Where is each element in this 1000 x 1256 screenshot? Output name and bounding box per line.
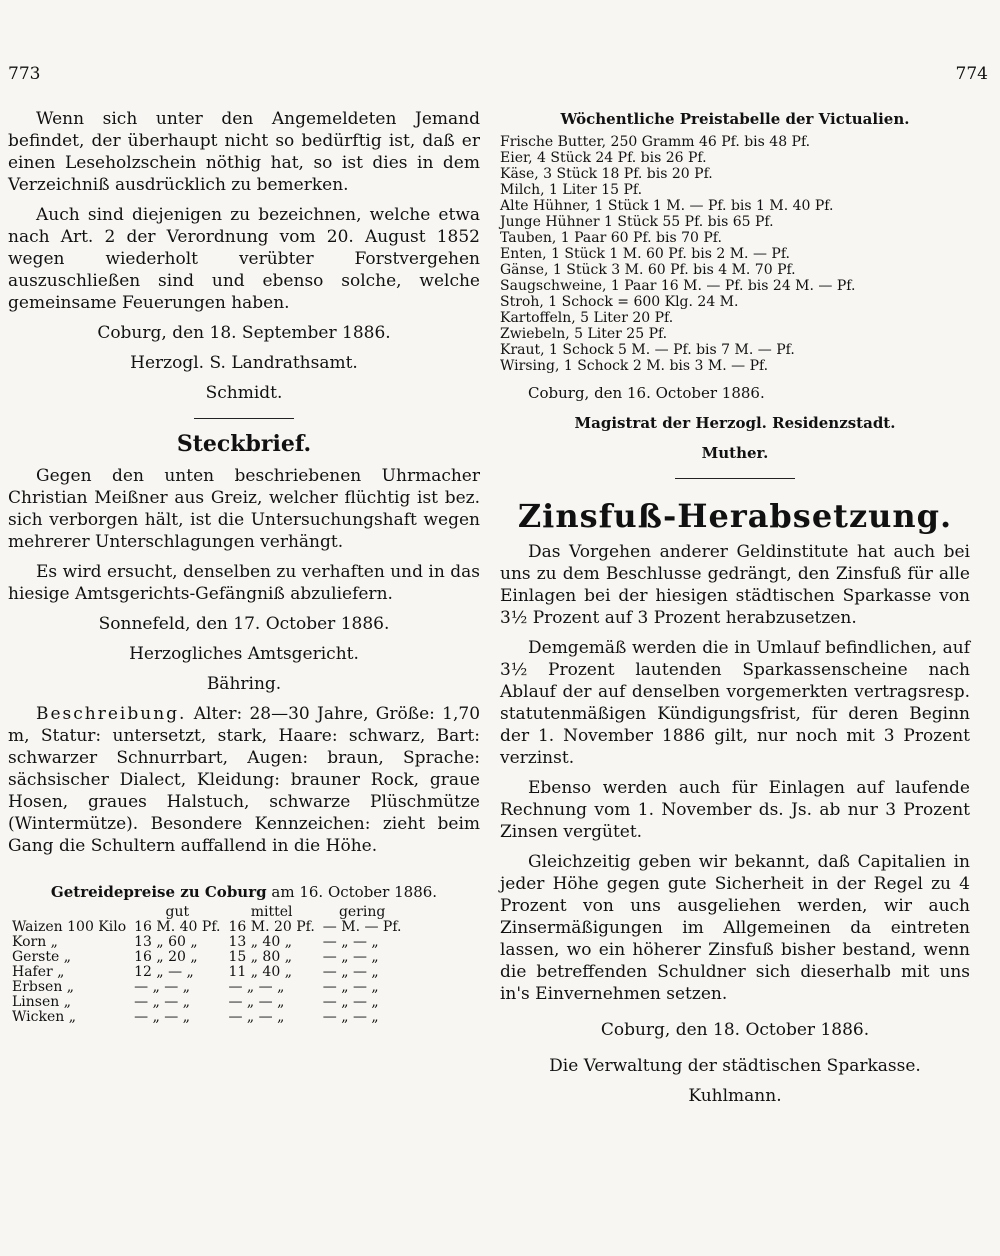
table-cell: 12 „ — „: [134, 964, 194, 980]
notice-place-date: Coburg, den 18. September 1886.: [97, 323, 391, 343]
table-cell: — „ — „: [228, 1009, 285, 1025]
price-item: Kraut, 1 Schock 5 M. — Pf. bis 7 M. — Pf.: [500, 342, 795, 358]
table-row: [8, 920, 406, 935]
table-cell: — „ — „: [134, 994, 190, 1010]
table-cell: — „ — „: [322, 1009, 379, 1025]
table-cell: — „ — „: [228, 994, 285, 1010]
page-number-left: 773: [8, 64, 41, 84]
table-row: [8, 950, 406, 965]
price-item: Junge Hühner 1 Stück 55 Pf. bis 65 Pf.: [500, 214, 774, 230]
price-item: Saugschweine, 1 Paar 16 M. — Pf. bis 24 M. — Pf.: [500, 278, 856, 294]
price-item: Wirsing, 1 Schock 2 M. bis 3 M. — Pf.: [500, 358, 769, 374]
grain-title-date: am 16. October 1886.: [271, 883, 438, 901]
separator-rule: [675, 478, 795, 479]
rate-paragraph-1: Das Vorgehen anderer Geldinstitute hat auch bei uns zu dem Beschlusse gedrängt, den Zinsfuß für alle Einlagen bei der hiesigen städtischen Sparkasse von 3½ Prozent auf 3 Prozent herabzusetzen.: [500, 542, 970, 628]
table-cell: 16 „ 20 „: [134, 949, 198, 965]
price-item: Käse, 3 Stück 18 Pf. bis 20 Pf.: [500, 166, 713, 182]
warrant-signature: Bähring.: [206, 674, 282, 694]
description-text: Alter: 28—30 Jahre, Größe: 1,70 m, Statur: untersetzt, stark, Haare: schwarz, Bart: schwarzer Schnurrbart, Augen: braun, Sprache: sächsischer Dialect, Kleidung: brauner Rock, graue Hosen, graues Halstuch, schwarze Plüschmütze (Wintermütze). Besondere Kennzeichen: zieht beim Gang die Schultern auffallend in die Höhe.: [8, 704, 481, 856]
left-column: [8, 108, 480, 1025]
table-cell: — „ — „: [134, 1009, 190, 1025]
notice-authority: Herzogl. S. Landrathsamt.: [130, 353, 358, 373]
notice-paragraph-2: Auch sind diejenigen zu bezeichnen, welche etwa nach Art. 2 der Verordnung vom 20. August 1852 wegen wiederholt verübter Forstvergehen auszuschließen sind und ebenso solche, welche gemeinsame Feuerungen haben.: [8, 205, 480, 313]
warrant-description: [8, 703, 480, 857]
rate-authority: Die Verwaltung der städtischen Sparkasse.: [549, 1056, 921, 1076]
table-cell: Linsen „: [12, 994, 71, 1010]
table-cell: — „ — „: [322, 934, 379, 950]
warrant-paragraph-2: Es wird ersucht, denselben zu verhaften und in das hiesige Amtsgerichts-Gefängniß abzuliefern.: [8, 562, 480, 604]
grain-title-bold: Getreidepreise zu Coburg: [50, 883, 267, 901]
table-cell: — „ — „: [322, 949, 379, 965]
price-authority: Magistrat der Herzogl. Residenzstadt.: [574, 414, 896, 432]
table-cell: 11 „ 40 „: [228, 964, 292, 980]
table-cell: — „ — „: [322, 994, 379, 1010]
rate-paragraph-2: Demgemäß werden die in Umlauf befindlichen, auf 3½ Prozent lautenden Sparkassenscheine nach Ablauf der auf denselben vorgemerkten vertragsresp. statutenmäßigen Kündigungsfrist, für deren Beginn der 1. November 1886 gilt, nur noch mit 3 Prozent verzinst.: [500, 638, 970, 768]
table-cell: Wicken „: [12, 1009, 76, 1025]
table-cell: — „ — „: [322, 964, 379, 980]
rate-paragraph-4: Gleichzeitig geben wir bekannt, daß Capitalien in jeder Höhe gegen gute Sicherheit in der Regel zu 4 Prozent von uns ausgeliehen werden, wir auch Zinsermäßigungen im Allgemeinen da eintreten lassen, wo ein höherer Zinsfuß bisher bestand, wenn die betreffenden Schuldner sich dieserhalb mit uns in's Einvernehmen setzen.: [500, 852, 970, 1004]
table-cell: — „ — „: [228, 979, 285, 995]
price-item: Stroh, 1 Schock = 600 Klg. 24 M.: [500, 294, 739, 310]
table-cell: — „ — „: [134, 979, 190, 995]
price-item: Enten, 1 Stück 1 M. 60 Pf. bis 2 M. — Pf.: [500, 246, 790, 262]
notice-paragraph-1: Wenn sich unter den Angemeldeten Jemand befindet, der überhaupt nicht so bedürftig ist, daß er einen Leseholzschein nöthig hat, so ist dies in dem Verzeichniß ausdrücklich zu bemerken.: [8, 109, 480, 195]
table-cell: — M. — Pf.: [322, 919, 402, 935]
price-item: Frische Butter, 250 Gramm 46 Pf. bis 48 Pf.: [500, 134, 811, 150]
price-signature: Muther.: [701, 444, 769, 462]
price-place-date: Coburg, den 16. October 1886.: [528, 384, 765, 402]
price-item: Gänse, 1 Stück 3 M. 60 Pf. bis 4 M. 70 Pf.: [500, 262, 796, 278]
grain-header-cell: gering: [338, 904, 386, 920]
table-cell: 16 M. 40 Pf.: [134, 919, 221, 935]
warrant-authority: Herzogliches Amtsgericht.: [129, 644, 359, 664]
price-item: Kartoffeln, 5 Liter 20 Pf.: [500, 310, 674, 326]
warrant-heading: Steckbrief.: [176, 431, 312, 457]
rate-place-date: Coburg, den 18. October 1886.: [600, 1020, 870, 1040]
separator-rule: [194, 418, 294, 419]
notice-signature: Schmidt.: [205, 383, 283, 403]
table-cell: Erbsen „: [12, 979, 75, 995]
table-row: [8, 1010, 406, 1025]
table-row: [8, 995, 406, 1010]
table-cell: 13 „ 60 „: [134, 934, 198, 950]
rate-paragraph-3: Ebenso werden auch für Einlagen auf laufende Rechnung vom 1. November ds. Js. ab nur 3 Prozent Zinsen vergütet.: [500, 778, 970, 842]
right-column: [500, 108, 970, 1115]
victuals-price-list: [500, 134, 970, 374]
rate-signature: Kuhlmann.: [688, 1086, 782, 1106]
table-cell: Hafer „: [12, 964, 65, 980]
warrant-paragraph-1: Gegen den unten beschriebenen Uhrmacher Christian Meißner aus Greiz, welcher flüchtig ist bez. sich verborgen hält, ist die Untersuchungshaft wegen mehrerer Unterschlagungen verhängt.: [8, 466, 480, 552]
table-cell: 16 M. 20 Pf.: [228, 919, 315, 935]
price-item: Milch, 1 Liter 15 Pf.: [500, 182, 643, 198]
grain-header-cell: gut: [165, 904, 190, 920]
price-item: Tauben, 1 Paar 60 Pf. bis 70 Pf.: [500, 230, 722, 246]
price-item: Eier, 4 Stück 24 Pf. bis 26 Pf.: [500, 150, 707, 166]
table-cell: Korn „: [12, 934, 58, 950]
table-cell: — „ — „: [322, 979, 379, 995]
price-item: Zwiebeln, 5 Liter 25 Pf.: [500, 326, 668, 342]
table-cell: Waizen 100 Kilo: [12, 919, 127, 935]
grain-header-cell: [8, 905, 130, 920]
table-cell: 13 „ 40 „: [228, 934, 292, 950]
grain-price-table: [8, 905, 406, 1025]
table-cell: 15 „ 80 „: [228, 949, 292, 965]
grain-header-row: [8, 905, 406, 920]
warrant-place-date: Sonnefeld, den 17. October 1886.: [98, 614, 390, 634]
table-row: [8, 935, 406, 950]
grain-prices-title: [8, 881, 480, 903]
description-label: Beschreibung.: [36, 704, 187, 724]
page-number-right: 774: [955, 64, 988, 84]
table-row: [8, 965, 406, 980]
table-cell: Gerste „: [12, 949, 71, 965]
table-row: [8, 980, 406, 995]
price-item: Alte Hühner, 1 Stück 1 M. — Pf. bis 1 M. 40 Pf.: [500, 198, 834, 214]
rate-heading: Zinsfuß-Herabsetzung.: [517, 497, 953, 535]
grain-header-cell: mittel: [250, 904, 293, 920]
price-table-heading: Wöchentliche Preistabelle der Victualien.: [560, 110, 910, 128]
